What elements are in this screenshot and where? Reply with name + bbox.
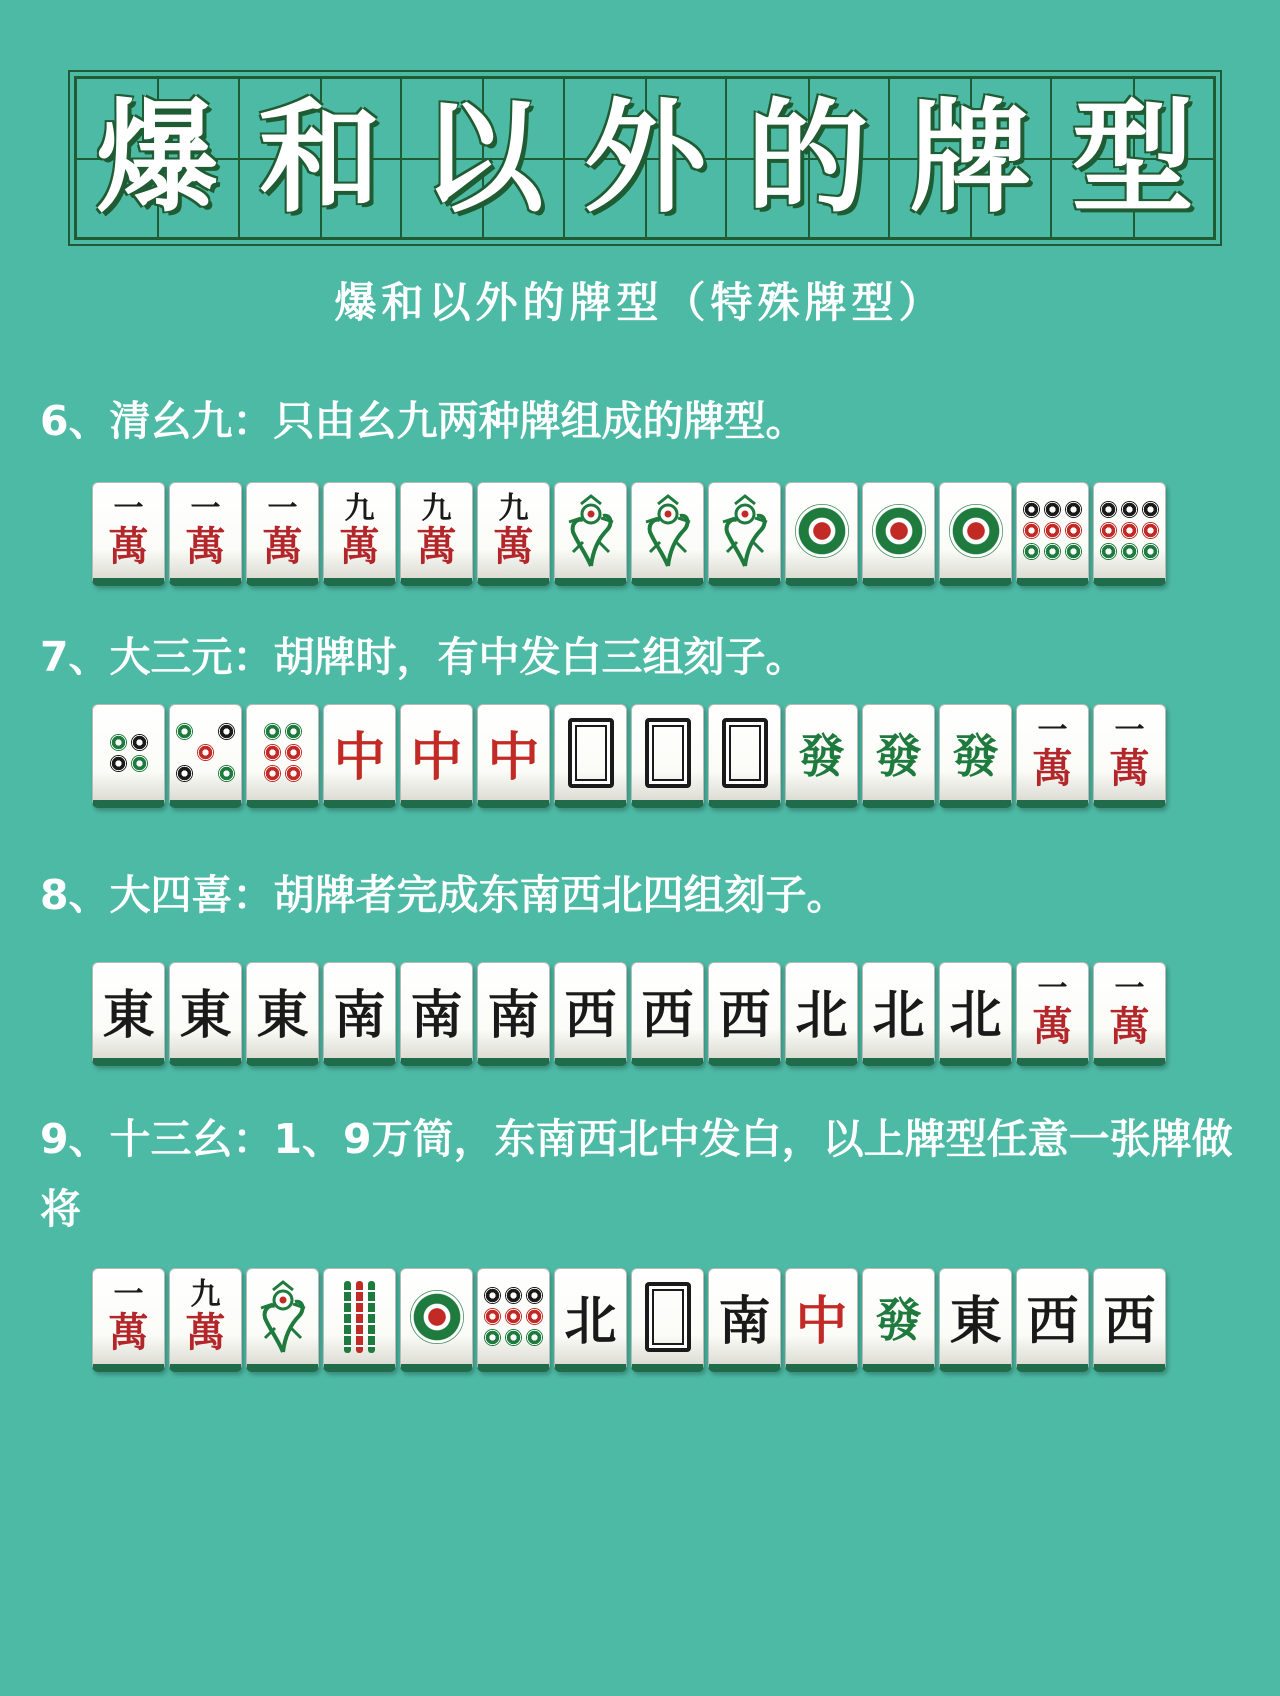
white-dragon-frame-icon — [568, 718, 614, 788]
character-tile-face — [493, 490, 534, 570]
tile-wan: 萬 — [1032, 1002, 1073, 1050]
circle-dot-icon — [505, 1308, 522, 1325]
circle-dot-icon — [131, 755, 148, 772]
bamboo-stick-icon — [356, 1281, 363, 1353]
mahjong-tile — [862, 482, 935, 586]
mahjong-tile — [708, 1268, 781, 1372]
mahjong-tile — [323, 962, 396, 1066]
tile-number: 一 — [113, 1276, 144, 1312]
circle-dot-icon — [110, 734, 127, 751]
white-dragon-frame-icon — [645, 718, 691, 788]
circle-dot-icon — [1142, 522, 1159, 539]
mahjong-tile — [554, 704, 627, 808]
mahjong-tile — [477, 482, 550, 586]
honor-tile-face: 北 — [949, 985, 1002, 1046]
honor-tile-face: 南 — [333, 985, 386, 1046]
spacer — [197, 765, 214, 782]
circle-dot-icon — [1044, 522, 1061, 539]
tile-row-7 — [92, 704, 1166, 812]
mahjong-tile — [554, 1268, 627, 1372]
mahjong-tile — [92, 1268, 165, 1372]
circle-dot-icon — [505, 1329, 522, 1346]
mahjong-tile — [1093, 482, 1166, 586]
tile-row-8 — [92, 962, 1166, 1070]
mahjong-tile — [92, 962, 165, 1066]
honor-tile-face: 中 — [487, 727, 540, 788]
mahjong-tile — [1093, 962, 1166, 1066]
tile-wan: 萬 — [1109, 744, 1150, 792]
mahjong-tile — [631, 704, 704, 808]
honor-tile-face: 西 — [1026, 1291, 1079, 1352]
mahjong-tile — [708, 482, 781, 586]
title-char: 以 — [421, 87, 544, 229]
title-cell — [1052, 79, 1213, 237]
circle-dot-icon — [526, 1287, 543, 1304]
title-char: 和 — [258, 87, 381, 229]
honor-tile-face: 北 — [872, 985, 925, 1046]
honor-tile-face: 西 — [641, 985, 694, 1046]
mahjong-tile — [554, 962, 627, 1066]
honor-tile-face: 發 — [875, 1292, 922, 1347]
circle-dot-icon — [218, 765, 235, 782]
circle-dot-icon — [1142, 543, 1159, 560]
character-tile-face — [1032, 712, 1073, 792]
one-circle-icon — [795, 504, 849, 558]
circle-dot-icon — [285, 765, 302, 782]
character-tile-face — [185, 1276, 226, 1356]
mahjong-tile — [939, 962, 1012, 1066]
white-dragon-frame-icon — [645, 1282, 691, 1352]
title-cell — [727, 79, 890, 237]
mahjong-tile — [246, 482, 319, 586]
section-6-title: 6、清幺九：只由幺九两种牌组成的牌型。 — [40, 397, 807, 445]
honor-tile-face: 東 — [179, 985, 232, 1046]
circle-dots-icon — [484, 1287, 543, 1346]
character-tile-face — [108, 490, 149, 570]
tile-number: 一 — [1037, 712, 1068, 748]
spacer — [218, 744, 235, 761]
circle-dot-icon — [264, 723, 281, 740]
mahjong-tile — [631, 1268, 704, 1372]
spacer — [176, 744, 193, 761]
mahjong-tile — [1016, 482, 1089, 586]
bamboo-stick-icon — [368, 1281, 375, 1353]
honor-tile-face: 中 — [410, 727, 463, 788]
character-tile-face — [339, 490, 380, 570]
circle-dot-icon — [176, 723, 193, 740]
tile-number: 九 — [498, 490, 529, 526]
mahjong-tile — [1093, 704, 1166, 808]
mahjong-tile — [169, 482, 242, 586]
circle-dot-icon — [1100, 501, 1117, 518]
circle-dot-icon — [197, 744, 214, 761]
mahjong-tile — [169, 962, 242, 1066]
bamboo-bird-icon — [255, 1278, 311, 1356]
circle-dot-icon — [218, 723, 235, 740]
honor-tile-face: 發 — [798, 728, 845, 783]
circle-dot-icon — [1065, 522, 1082, 539]
title-cell — [77, 79, 240, 237]
mahjong-tile — [862, 1268, 935, 1372]
mahjong-tile — [323, 482, 396, 586]
circle-dot-icon — [1023, 543, 1040, 560]
mahjong-tile — [785, 704, 858, 808]
mahjong-tile — [862, 962, 935, 1066]
one-circle-icon — [410, 1290, 464, 1344]
mahjong-tile — [785, 482, 858, 586]
circle-dot-icon — [264, 744, 281, 761]
mahjong-tile — [939, 482, 1012, 586]
tile-number: 九 — [421, 490, 452, 526]
character-tile-face — [1032, 970, 1073, 1050]
honor-tile-face: 中 — [333, 727, 386, 788]
subtitle: 爆和以外的牌型（特殊牌型） — [334, 278, 946, 327]
mahjong-tile — [477, 1268, 550, 1372]
tile-number: 九 — [344, 490, 375, 526]
circle-dot-icon — [526, 1329, 543, 1346]
mahjong-tile — [554, 482, 627, 586]
tile-row-6 — [92, 482, 1166, 590]
tile-wan: 萬 — [416, 522, 457, 570]
tile-wan: 萬 — [1109, 1002, 1150, 1050]
mahjong-tile — [477, 962, 550, 1066]
circle-dot-icon — [1065, 501, 1082, 518]
circle-dot-icon — [1065, 543, 1082, 560]
title-cell — [890, 79, 1053, 237]
tile-number: 一 — [1114, 712, 1145, 748]
tile-wan: 萬 — [493, 522, 534, 570]
mahjong-tile — [1093, 1268, 1166, 1372]
tile-number: 一 — [267, 490, 298, 526]
white-dragon-frame-icon — [722, 718, 768, 788]
honor-tile-face: 東 — [102, 985, 155, 1046]
mahjong-tile — [785, 962, 858, 1066]
mahjong-tile — [939, 704, 1012, 808]
tile-wan: 萬 — [185, 1308, 226, 1356]
circle-dots-icon — [1023, 501, 1082, 560]
honor-tile-face: 中 — [795, 1291, 848, 1352]
tile-wan: 萬 — [108, 522, 149, 570]
mahjong-tile — [400, 704, 473, 808]
circle-dot-icon — [1121, 543, 1138, 560]
mahjong-tile — [246, 962, 319, 1066]
mahjong-tile — [477, 704, 550, 808]
mahjong-tile — [323, 1268, 396, 1372]
tile-number: 一 — [1114, 970, 1145, 1006]
mahjong-tile — [785, 1268, 858, 1372]
circle-dots-icon — [110, 734, 148, 772]
title-char: 的 — [746, 87, 869, 229]
circle-dot-icon — [131, 734, 148, 751]
bamboo-bird-icon — [717, 492, 773, 570]
tile-wan: 萬 — [185, 522, 226, 570]
bamboo-bird-icon — [640, 492, 696, 570]
title-char: 外 — [584, 87, 707, 229]
circle-dot-icon — [526, 1308, 543, 1325]
character-tile-face — [1109, 712, 1150, 792]
mahjong-tile — [708, 704, 781, 808]
title-cell — [565, 79, 728, 237]
character-tile-face — [108, 1276, 149, 1356]
title-char: 爆 — [96, 87, 219, 229]
circle-dot-icon — [1121, 501, 1138, 518]
tile-row-9 — [92, 1268, 1166, 1376]
mahjong-tile — [939, 1268, 1012, 1372]
mahjong-tile — [169, 1268, 242, 1372]
circle-dot-icon — [1023, 522, 1040, 539]
mahjong-tile — [323, 704, 396, 808]
title-cell — [402, 79, 565, 237]
tile-wan: 萬 — [262, 522, 303, 570]
circle-dot-icon — [505, 1287, 522, 1304]
tile-number: 一 — [190, 490, 221, 526]
mahjong-tile — [246, 1268, 319, 1372]
circle-dot-icon — [484, 1329, 501, 1346]
circle-dot-icon — [484, 1287, 501, 1304]
section-7-title: 7、大三元：胡牌时，有中发白三组刻子。 — [40, 633, 807, 681]
circle-dots-icon — [264, 723, 302, 782]
tile-wan: 萬 — [108, 1308, 149, 1356]
character-tile-face — [185, 490, 226, 570]
circle-dot-icon — [1100, 543, 1117, 560]
circle-dot-icon — [110, 755, 127, 772]
honor-tile-face: 南 — [718, 1291, 771, 1352]
honor-tile-face: 東 — [949, 1291, 1002, 1352]
spacer — [197, 723, 214, 740]
mahjong-tile — [400, 482, 473, 586]
circle-dot-icon — [1023, 501, 1040, 518]
tile-number: 一 — [1037, 970, 1068, 1006]
honor-tile-face: 西 — [1103, 1291, 1156, 1352]
mahjong-tile — [400, 962, 473, 1066]
tile-number: 九 — [190, 1276, 221, 1312]
mahjong-tile — [92, 482, 165, 586]
mahjong-tile — [631, 962, 704, 1066]
circle-dot-icon — [285, 744, 302, 761]
title-cell — [240, 79, 403, 237]
circle-dot-icon — [484, 1308, 501, 1325]
section-8-title: 8、大四喜：胡牌者完成东南西北四组刻子。 — [40, 871, 848, 919]
tile-number: 一 — [113, 490, 144, 526]
bamboo-stick-icon — [344, 1281, 351, 1353]
character-tile-face — [1109, 970, 1150, 1050]
honor-tile-face: 東 — [256, 985, 309, 1046]
mahjong-tile — [631, 482, 704, 586]
honor-tile-face: 發 — [952, 728, 999, 783]
honor-tile-face: 發 — [875, 728, 922, 783]
mahjong-tile — [708, 962, 781, 1066]
mahjong-tile — [1016, 704, 1089, 808]
honor-tile-face: 北 — [564, 1291, 617, 1352]
title-banner — [74, 76, 1216, 240]
circle-dot-icon — [1044, 501, 1061, 518]
honor-tile-face: 南 — [487, 985, 540, 1046]
circle-dots-icon — [176, 723, 235, 782]
title-char: 型 — [1071, 87, 1194, 229]
circle-dot-icon — [285, 723, 302, 740]
mahjong-tile — [169, 704, 242, 808]
bamboo-sticks-icon — [344, 1281, 375, 1353]
character-tile-face — [416, 490, 457, 570]
mahjong-tile — [1016, 962, 1089, 1066]
circle-dot-icon — [1142, 501, 1159, 518]
tile-wan: 萬 — [1032, 744, 1073, 792]
honor-tile-face: 西 — [718, 985, 771, 1046]
mahjong-tile — [862, 704, 935, 808]
title-char: 牌 — [909, 87, 1032, 229]
character-tile-face — [262, 490, 303, 570]
circle-dot-icon — [1121, 522, 1138, 539]
tile-wan: 萬 — [339, 522, 380, 570]
bamboo-bird-icon — [563, 492, 619, 570]
circle-dots-icon — [1100, 501, 1159, 560]
mahjong-tile — [246, 704, 319, 808]
mahjong-tile — [92, 704, 165, 808]
honor-tile-face: 西 — [564, 985, 617, 1046]
one-circle-icon — [872, 504, 926, 558]
honor-tile-face: 北 — [795, 985, 848, 1046]
circle-dot-icon — [1100, 522, 1117, 539]
circle-dot-icon — [176, 765, 193, 782]
circle-dot-icon — [264, 765, 281, 782]
one-circle-icon — [949, 504, 1003, 558]
section-9-title: 9、十三幺：1、9万筒，东南西北中发白，以上牌型任意一张牌做将 — [40, 1115, 1233, 1233]
honor-tile-face: 南 — [410, 985, 463, 1046]
circle-dot-icon — [1044, 543, 1061, 560]
mahjong-tile — [400, 1268, 473, 1372]
mahjong-tile — [1016, 1268, 1089, 1372]
